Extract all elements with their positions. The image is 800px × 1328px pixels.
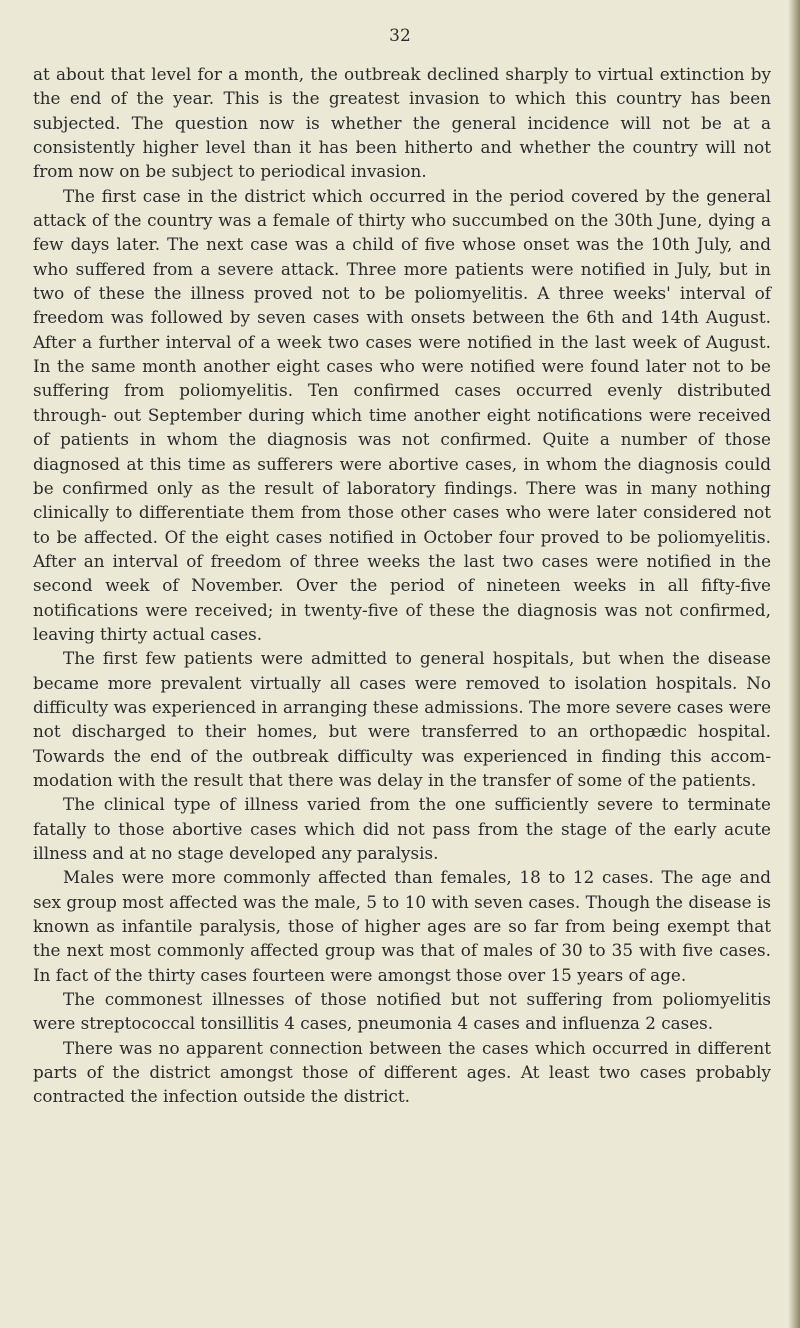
page-edge-shadow (788, 0, 800, 1328)
page-number: 32 (389, 26, 411, 46)
body-text (33, 62, 771, 1109)
paragraph-first-case: The first case in the district which occurred in the period covered by the general attack of the country was a female of thirty who succumbed on the 30th June, dying a few days later. The next case was a child of five whose onset was the 10th July, and who suffered from a severe attack. Three more patients were notified in July, but in two of these the illness proved not to be poliomyelitis. A three weeks' interval of freedom was followed by seven cases with onsets between the 6th and 14th August. After a further interval of a week two cases were notified in the last week of August. In the same month another eight cases who were notified were found later not to be suffering from poliomyelitis. Ten confirmed cases occurred evenly distributed through- out September during which time another eight notifications were received of patients in whom the diagnosis was not confirmed. Quite a number of those diagnosed at this time as sufferers were abortive cases, in whom the diagnosis could be confirmed only as the result of laboratory findings. There was in many nothing clinically to differentiate them from those other cases who were later considered not to be affected. Of the eight cases notified in October four proved to be poliomyelitis. After an interval of freedom of three weeks the last two cases were notified in the second week of November. Over the period of nineteen weeks in all fifty-five notifications were received; in twenty-five of these the diagnosis was not confirmed, leaving thirty actual cases. (33, 185, 771, 644)
paragraph-hospital-admissions: The first few patients were admitted to general hospitals, but when the disease became more prevalent virtually all cases were removed to isolation hospitals. No difficulty was experienced in arranging these admissions. The more severe cases were not discharged to their homes, but were transferred to an orthopædic hospital. Towards the end of the outbreak difficulty was experienced in finding this accom- modation with the result that there was delay in the transfer of some of the patients. (33, 648, 771, 790)
paragraph-continuation: at about that level for a month, the outbreak declined sharply to virtual extinction by the end of the year. This is the greatest invasion to which this country has been subjected. The question now is whether the general incidence will not be at a consistently higher level than it has been hitherto and whether the country will not from now on be subject to periodical invasion. (33, 64, 771, 182)
paragraph-clinical-type: The clinical type of illness varied from the one sufficiently severe to terminate fatally to those abortive cases which did not pass from the stage of the early acute illness and at no stage developed any paralysis. (33, 794, 771, 863)
paragraph-age-sex: Males were more commonly affected than females, 18 to 12 cases. The age and sex group most affected was the male, 5 to 10 with seven cases. Though the disease is known as infantile paralysis, those of higher ages are so far from being exempt that the next most commonly affected group was that of males of 30 to 35 with five cases. In fact of the thirty cases fourteen were amongst those over 15 years of age. (33, 867, 771, 985)
paragraph-connection: There was no apparent connection between the cases which occurred in different parts of the district amongst those of different ages. At least two cases probably contracted the infection outside the district. (33, 1037, 771, 1107)
paragraph-other-illnesses: The commonest illnesses of those notified but not suffering from poliomyelitis were streptococcal tonsillitis 4 cases, pneumonia 4 cases and influenza 2 cases. (33, 989, 771, 1034)
